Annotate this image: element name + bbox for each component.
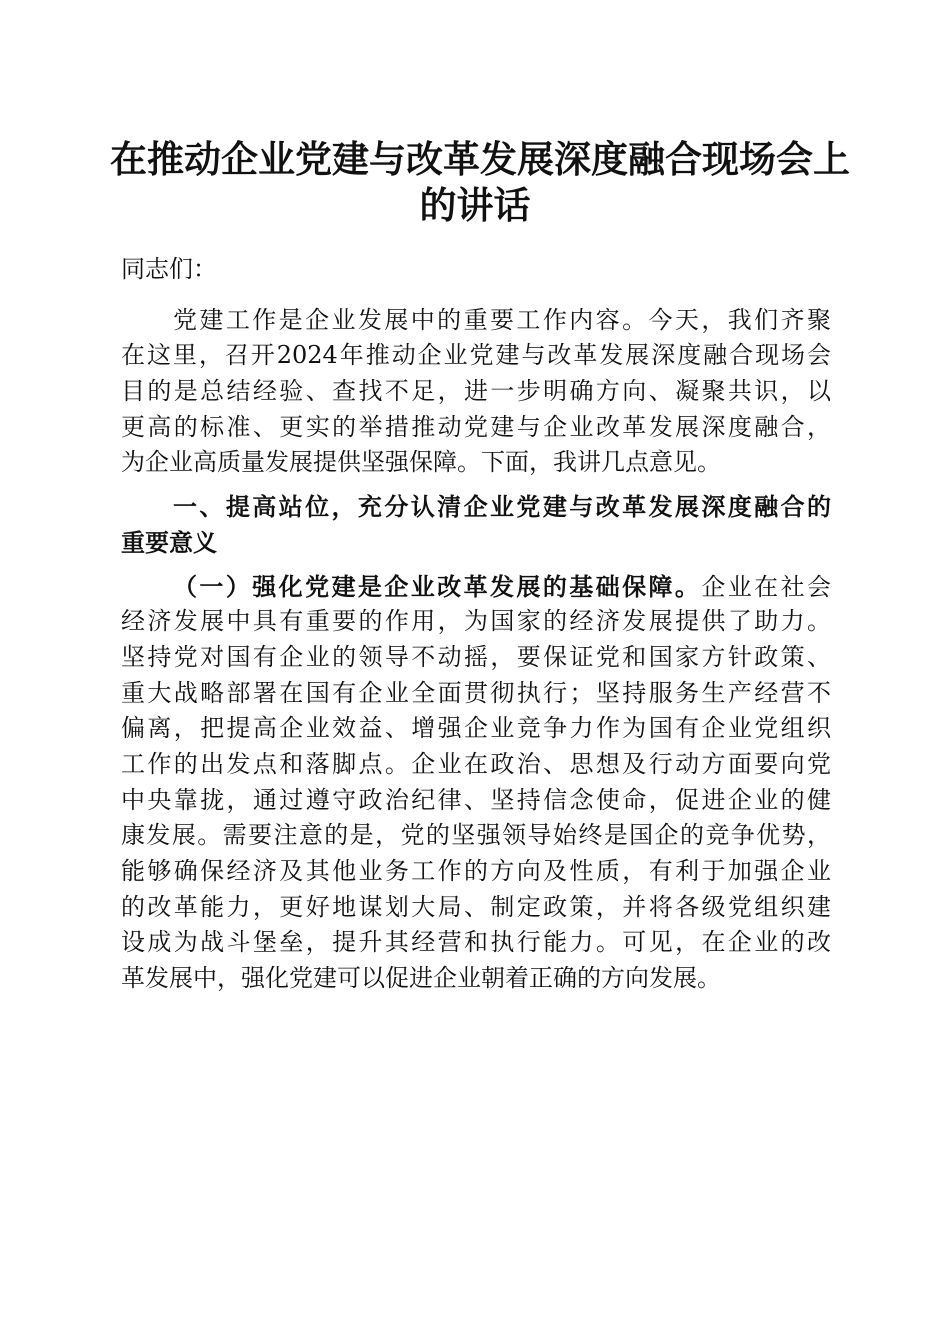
paragraph-line: 康发展。需要注意的是，党的坚强领导始终是国企的竞争优势， [121, 821, 831, 850]
heading-line: 一、提高站位，充分认清企业党建与改革发展深度融合的 [173, 492, 831, 522]
title-line-1: 在推动企业党建与改革发展深度融合现场会上 [110, 137, 850, 181]
paragraph-line: 工作的出发点和落脚点。企业在政治、思想及行动方面要向党 [121, 749, 831, 778]
paragraph-line [121, 569, 831, 605]
paragraph-text: 企业在社会 [701, 572, 832, 601]
paragraph-line: 革发展中，强化党建可以促进企业朝着正确的方向发展。 [121, 964, 721, 993]
paragraph-line: 目的是总结经验、查找不足，进一步明确方向、凝聚共识，以 [121, 377, 831, 406]
paragraph-line: 在这里，召开2024年推动企业党建与改革发展深度融合现场会 [121, 341, 831, 370]
subsection-paragraph [121, 569, 831, 997]
paragraph-line: 能够确保经济及其他业务工作的方向及性质，有利于加强企业 [121, 857, 831, 885]
paragraph-line: 经济发展中具有重要的作用，为国家的经济发展提供了助力。 [121, 607, 831, 636]
title-line-2: 的讲话 [419, 183, 531, 227]
paragraph-line: 的改革能力，更好地谋划大局、制定政策，并将各级党组织建 [121, 892, 831, 921]
paragraph-line: 更高的标准、更实的举措推动党建与企业改革发展深度融合， [121, 412, 831, 441]
section-heading [121, 489, 831, 560]
paragraph-line: 中央靠拢，通过遵守政治纪律、坚持信念使命，促进企业的健 [121, 785, 831, 814]
paragraph-line: 偏离，把提高企业效益、增强企业竞争力作为国有企业党组织 [121, 714, 831, 743]
paragraph-line: 为企业高质量发展提供坚强保障。下面，我讲几点意见。 [121, 448, 721, 477]
paragraph-line: 重大战略部署在国有企业全面贯彻执行；坚持服务生产经营不 [121, 678, 831, 707]
heading-line: 重要意义 [121, 527, 217, 557]
greeting: 同志们： [121, 255, 217, 283]
subsection-heading: （一）强化党建是企业改革发展的基础保障。 [173, 571, 702, 601]
document-title [110, 136, 850, 228]
paragraph-line: 坚持党对国有企业的领导不动摇，要保证党和国家方针政策、 [121, 642, 831, 671]
paragraph-line: 党建工作是企业发展中的重要工作内容。今天，我们齐聚 [173, 305, 831, 334]
intro-paragraph [121, 303, 831, 481]
paragraph-line: 设成为战斗堡垒，提升其经营和执行能力。可见，在企业的改 [121, 928, 831, 957]
document-body [121, 252, 831, 997]
